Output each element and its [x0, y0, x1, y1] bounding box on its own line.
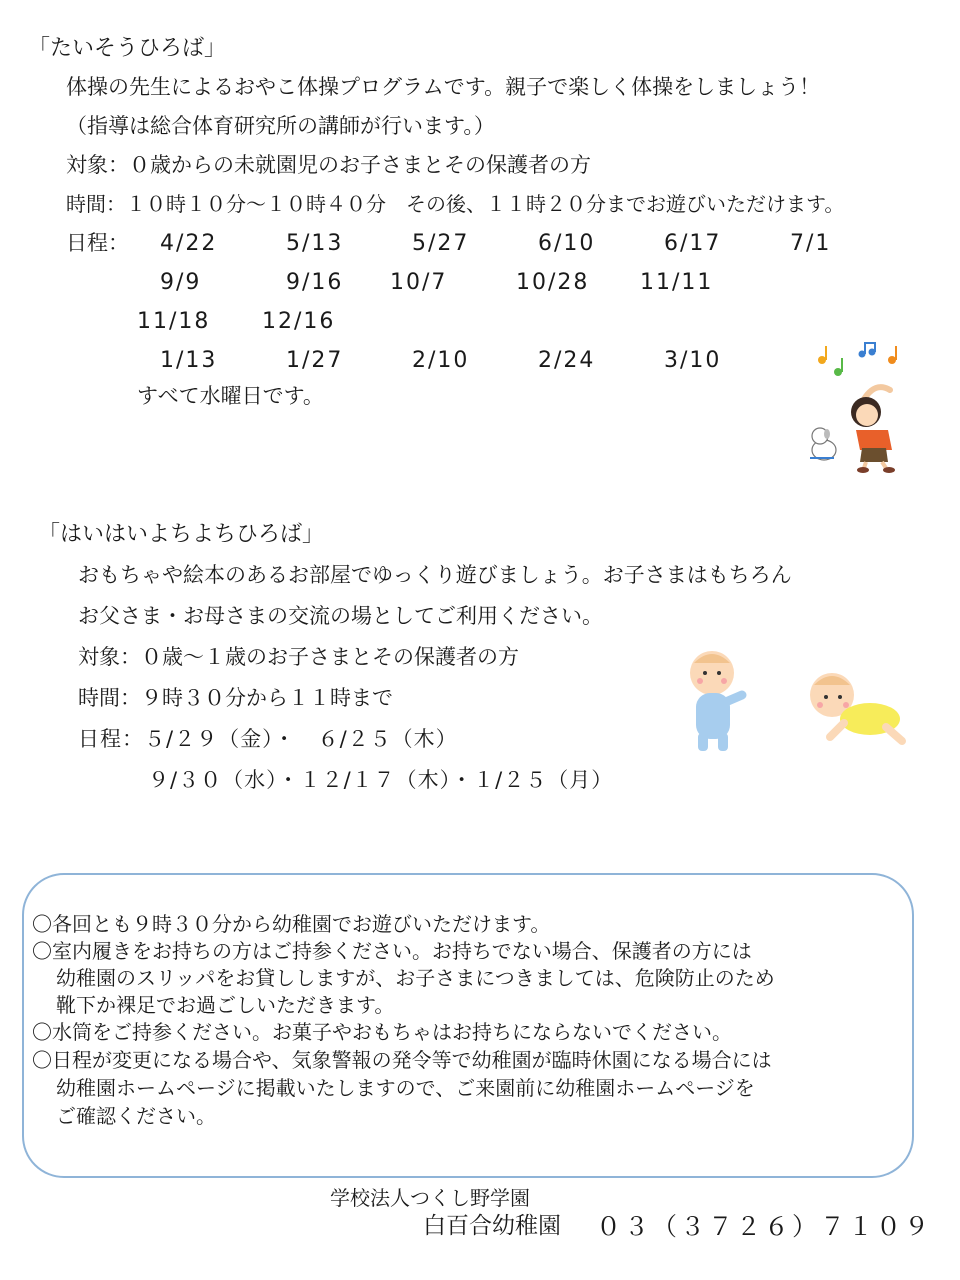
taiso-intro-line1: 体操の先生によるおやこ体操プログラムです。親子で楽しく体操をしましょう！ [66, 75, 821, 99]
taiso-date: 6/10 [538, 231, 596, 256]
haihai-intro-line1: おもちゃや絵本のあるお部屋でゆっくり遊びましょう。お子さまはもちろん [78, 563, 792, 587]
taiso-date: 12/16 [262, 309, 336, 334]
taiso-date: 5/27 [412, 231, 470, 256]
haihai-intro-line2: お父さま・お母さまの交流の場としてご利用ください。 [78, 604, 603, 628]
taiso-date: 5/13 [286, 231, 344, 256]
puppy-icon [810, 428, 836, 460]
haihai-schedule-line2: ９/３０（水）・１２/１７（木）・１/２５（月） [148, 768, 614, 792]
note-line: ご確認ください。 [56, 1104, 216, 1128]
babies-illustration [680, 645, 910, 760]
taiso-date: 10/28 [516, 270, 590, 295]
taiso-intro-line2: （指導は総合体育研究所の講師が行います。） [66, 114, 495, 138]
taiso-date: 4/22 [160, 231, 218, 256]
taiso-date: 11/18 [137, 309, 211, 334]
taiso-schedule-label: 日程： [66, 231, 129, 255]
taiso-date: 1/27 [286, 348, 344, 373]
note-line: 〇室内履きをお持ちの方はご持参ください。お持ちでない場合、保護者の方には [32, 939, 752, 963]
note-line: 幼稚園のスリッパをお貸ししますが、お子さまにつきましては、危険防止のため [56, 966, 775, 990]
footer-phone-number: ０３（３７２６）７１０９ [596, 1212, 933, 1241]
taiso-time: 時間：１０時１０分～１０時４０分 その後、１１時２０分までお遊びいただけます。 [66, 192, 845, 216]
taiso-date: 10/7 [390, 270, 448, 295]
haihai-time: 時間：９時３０分から１１時まで [78, 686, 393, 710]
haihai-target: 対象：０歳～１歳のお子さまとその保護者の方 [78, 645, 519, 669]
taiso-date: 2/10 [412, 348, 470, 373]
taiso-date: 9/16 [286, 270, 344, 295]
note-line: 靴下か裸足でお過ごしいただきます。 [56, 993, 395, 1017]
taiso-date: 6/17 [664, 231, 722, 256]
note-line: 幼稚園ホームページに掲載いたしますので、ご来園前に幼稚園ホームページを [56, 1076, 755, 1100]
taiso-date: 7/1 [790, 231, 832, 256]
note-line: 〇各回とも９時３０分から幼稚園でお遊びいただけます。 [32, 912, 551, 936]
exercising-girl-illustration [800, 338, 925, 478]
footer-organization: 学校法人つくし野学園 [330, 1186, 530, 1210]
haihai-schedule-line1: 日程：５/２９（金）・ ６/２５（木） [78, 727, 458, 751]
note-line: 〇日程が変更になる場合や、気象警報の発令等で幼稚園が臨時休園になる場合には [32, 1048, 772, 1072]
taiso-title: 「たいそうひろば」 [28, 36, 227, 61]
haihai-title: 「はいはいよちよちひろば」 [38, 522, 325, 547]
baby-crawling-icon [810, 673, 902, 741]
taiso-date: 1/13 [160, 348, 218, 373]
footer-school-name: 白百合幼稚園 [423, 1213, 561, 1239]
taiso-target: 対象：０歳からの未就園児のお子さまとその保護者の方 [66, 153, 591, 177]
taiso-date: 9/9 [160, 270, 202, 295]
note-line: 〇水筒をご持参ください。お菓子やおもちゃはお持ちにならないでください。 [32, 1020, 732, 1044]
music-notes-icon [818, 343, 896, 376]
taiso-date: 2/24 [538, 348, 596, 373]
taiso-date: 11/11 [640, 270, 714, 295]
baby-standing-icon [690, 651, 742, 751]
taiso-date: 3/10 [664, 348, 722, 373]
taiso-weekday-note: すべて水曜日です。 [137, 384, 324, 408]
